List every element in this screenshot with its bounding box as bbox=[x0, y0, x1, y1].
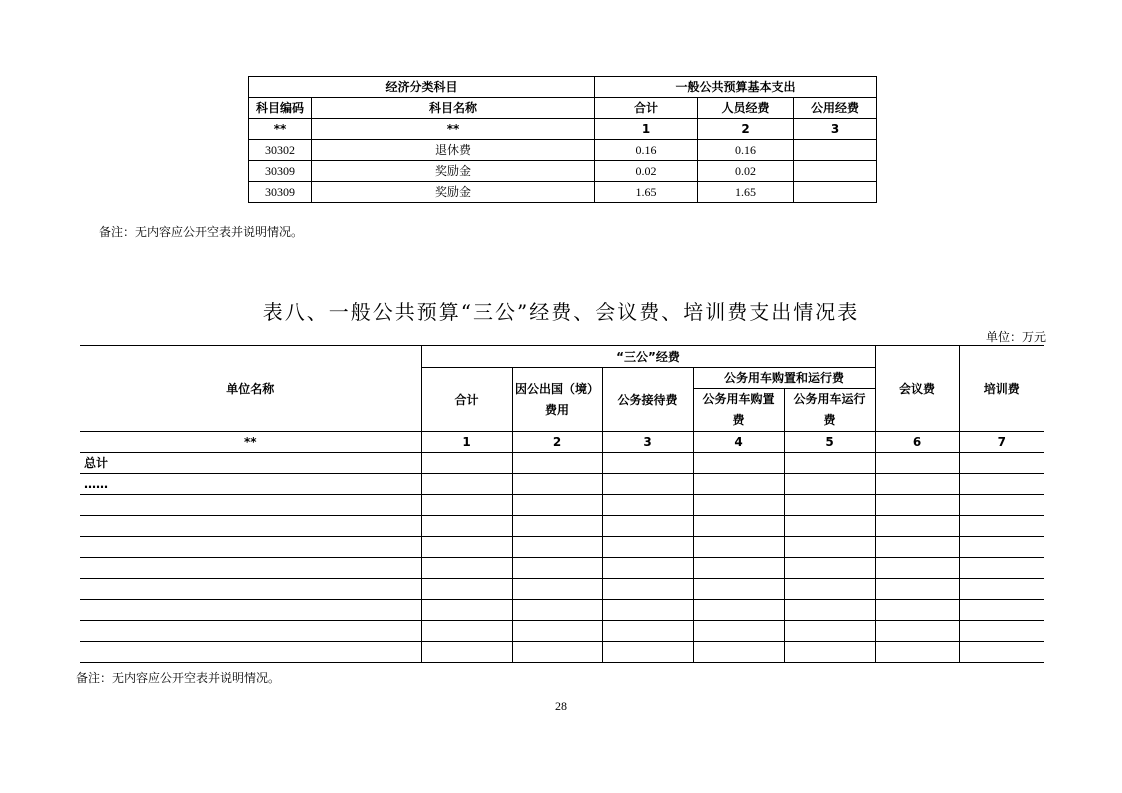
table-header-row bbox=[249, 98, 877, 119]
index-cell: 4 bbox=[693, 432, 784, 453]
table-cell bbox=[875, 600, 959, 621]
table-cell bbox=[784, 495, 875, 516]
header-vehicle-operation-line1: 公务用车运行 bbox=[793, 392, 866, 406]
cell-public bbox=[794, 182, 877, 203]
table-cell bbox=[784, 453, 875, 474]
table-cell bbox=[693, 558, 784, 579]
cell-code: 30309 bbox=[249, 161, 312, 182]
cell-public bbox=[794, 161, 877, 182]
header-vehicle-purchase-line1: 公务用车购置 bbox=[702, 392, 775, 406]
index-cell: 1 bbox=[595, 119, 698, 140]
table-body bbox=[80, 453, 1044, 663]
table-cell bbox=[875, 642, 959, 663]
header-training: 培训费 bbox=[959, 346, 1044, 432]
header-econ-class: 经济分类科目 bbox=[249, 77, 595, 98]
index-row bbox=[249, 119, 877, 140]
cell-name: 退休费 bbox=[312, 140, 595, 161]
table-cell bbox=[875, 474, 959, 495]
cell-public bbox=[794, 140, 877, 161]
header-vehicle-operation bbox=[784, 389, 875, 432]
table-row bbox=[249, 161, 877, 182]
table-cell bbox=[602, 453, 693, 474]
sangong-expense-table bbox=[80, 345, 1044, 663]
table-cell bbox=[421, 453, 512, 474]
cell-personnel: 0.02 bbox=[698, 161, 794, 182]
index-cell: 1 bbox=[421, 432, 512, 453]
cell-unit-name: …… bbox=[80, 474, 421, 495]
table-cell bbox=[784, 579, 875, 600]
index-cell: 2 bbox=[512, 432, 602, 453]
header-name: 科目名称 bbox=[312, 98, 595, 119]
table-cell bbox=[602, 642, 693, 663]
table-cell bbox=[602, 516, 693, 537]
table-cell bbox=[512, 558, 602, 579]
table-cell bbox=[784, 516, 875, 537]
table-row bbox=[80, 516, 1044, 537]
table-cell bbox=[512, 495, 602, 516]
index-cell: 5 bbox=[784, 432, 875, 453]
cell-unit-name bbox=[80, 642, 421, 663]
header-total: 合计 bbox=[421, 368, 512, 432]
table-cell bbox=[959, 600, 1044, 621]
cell-name: 奖励金 bbox=[312, 182, 595, 203]
cell-unit-name bbox=[80, 621, 421, 642]
index-cell: 2 bbox=[698, 119, 794, 140]
table-cell bbox=[693, 642, 784, 663]
header-meeting: 会议费 bbox=[875, 346, 959, 432]
table-cell bbox=[512, 453, 602, 474]
cell-total: 0.16 bbox=[595, 140, 698, 161]
header-vehicle-group: 公务用车购置和运行费 bbox=[693, 368, 875, 389]
table-cell bbox=[875, 558, 959, 579]
cell-unit-name bbox=[80, 516, 421, 537]
table-cell bbox=[959, 474, 1044, 495]
header-unit-name: 单位名称 bbox=[80, 346, 421, 432]
cell-personnel: 0.16 bbox=[698, 140, 794, 161]
table-cell bbox=[693, 516, 784, 537]
table-cell bbox=[784, 474, 875, 495]
table-cell bbox=[693, 621, 784, 642]
table-row bbox=[80, 474, 1044, 495]
table-cell bbox=[512, 474, 602, 495]
table-cell bbox=[421, 579, 512, 600]
table-cell bbox=[693, 474, 784, 495]
table-row bbox=[249, 182, 877, 203]
cell-code: 30302 bbox=[249, 140, 312, 161]
page-title: 表八、一般公共预算“三公”经费、会议费、培训费支出情况表 bbox=[262, 300, 860, 324]
header-code: 科目编码 bbox=[249, 98, 312, 119]
table-cell bbox=[602, 537, 693, 558]
cell-total: 1.65 bbox=[595, 182, 698, 203]
table-cell bbox=[693, 453, 784, 474]
table-cell bbox=[602, 474, 693, 495]
table-cell bbox=[959, 516, 1044, 537]
table-row bbox=[249, 140, 877, 161]
table-cell bbox=[875, 516, 959, 537]
cell-unit-name bbox=[80, 495, 421, 516]
table-cell bbox=[875, 453, 959, 474]
table-cell bbox=[512, 516, 602, 537]
header-reception: 公务接待费 bbox=[602, 368, 693, 432]
table-cell bbox=[602, 579, 693, 600]
table-row bbox=[80, 600, 1044, 621]
table-cell bbox=[421, 516, 512, 537]
header-total: 合计 bbox=[595, 98, 698, 119]
table-cell bbox=[959, 558, 1044, 579]
table-cell bbox=[693, 579, 784, 600]
table-cell bbox=[693, 600, 784, 621]
table-cell bbox=[959, 579, 1044, 600]
table-cell bbox=[512, 642, 602, 663]
table-cell bbox=[784, 621, 875, 642]
table-cell bbox=[875, 537, 959, 558]
index-cell: 7 bbox=[959, 432, 1044, 453]
header-sangong: “三公”经费 bbox=[421, 346, 875, 368]
index-cell: 3 bbox=[602, 432, 693, 453]
table-cell bbox=[512, 579, 602, 600]
table-cell bbox=[602, 600, 693, 621]
table-row bbox=[80, 495, 1044, 516]
table-row bbox=[80, 642, 1044, 663]
header-vehicle-purchase-line2: 费 bbox=[732, 413, 745, 427]
index-cell: 6 bbox=[875, 432, 959, 453]
page-number: 28 bbox=[555, 699, 567, 713]
table-row bbox=[80, 579, 1044, 600]
table-header-row bbox=[80, 346, 1044, 368]
table-cell bbox=[959, 453, 1044, 474]
table-cell bbox=[959, 621, 1044, 642]
header-basic-expenditure: 一般公共预算基本支出 bbox=[595, 77, 877, 98]
cell-personnel: 1.65 bbox=[698, 182, 794, 203]
index-cell: 3 bbox=[794, 119, 877, 140]
table-cell bbox=[421, 558, 512, 579]
header-public: 公用经费 bbox=[794, 98, 877, 119]
table-header-row bbox=[249, 77, 877, 98]
table-row bbox=[80, 558, 1044, 579]
cell-unit-name bbox=[80, 558, 421, 579]
table-cell bbox=[959, 642, 1044, 663]
header-abroad bbox=[512, 368, 602, 432]
table1-note: 备注：无内容应公开空表并说明情况。 bbox=[99, 225, 304, 239]
basic-expenditure-table bbox=[248, 76, 877, 203]
table-cell bbox=[693, 495, 784, 516]
table-cell bbox=[875, 621, 959, 642]
table-cell bbox=[875, 495, 959, 516]
table-cell bbox=[421, 642, 512, 663]
header-abroad-line2: 费用 bbox=[544, 402, 569, 417]
table-cell bbox=[602, 621, 693, 642]
table-cell bbox=[512, 600, 602, 621]
table-cell bbox=[959, 537, 1044, 558]
header-vehicle-operation-line2: 费 bbox=[823, 413, 836, 427]
unit-label: 单位：万元 bbox=[985, 330, 1046, 344]
table-cell bbox=[421, 621, 512, 642]
index-cell: ** bbox=[80, 432, 421, 453]
table-cell bbox=[959, 495, 1044, 516]
index-row bbox=[80, 432, 1044, 453]
cell-unit-name bbox=[80, 579, 421, 600]
table-cell bbox=[421, 474, 512, 495]
table-cell bbox=[421, 495, 512, 516]
cell-unit-name: 总计 bbox=[80, 453, 421, 474]
table-cell bbox=[784, 537, 875, 558]
table-row bbox=[80, 453, 1044, 474]
table-row bbox=[80, 537, 1044, 558]
cell-code: 30309 bbox=[249, 182, 312, 203]
table-cell bbox=[421, 600, 512, 621]
header-abroad-line1: 因公出国（境） bbox=[514, 381, 599, 396]
header-vehicle-purchase bbox=[693, 389, 784, 432]
table2-note: 备注：无内容应公开空表并说明情况。 bbox=[76, 671, 281, 685]
cell-name: 奖励金 bbox=[312, 161, 595, 182]
table-cell bbox=[784, 600, 875, 621]
table-cell bbox=[784, 558, 875, 579]
table-cell bbox=[602, 495, 693, 516]
index-cell: ** bbox=[312, 119, 595, 140]
table-cell bbox=[875, 579, 959, 600]
table-cell bbox=[512, 621, 602, 642]
index-cell: ** bbox=[249, 119, 312, 140]
cell-unit-name bbox=[80, 600, 421, 621]
cell-total: 0.02 bbox=[595, 161, 698, 182]
table-cell bbox=[784, 642, 875, 663]
header-personnel: 人员经费 bbox=[698, 98, 794, 119]
table-cell bbox=[421, 537, 512, 558]
table-cell bbox=[602, 558, 693, 579]
table-row bbox=[80, 621, 1044, 642]
cell-unit-name bbox=[80, 537, 421, 558]
table-cell bbox=[512, 537, 602, 558]
table-cell bbox=[693, 537, 784, 558]
